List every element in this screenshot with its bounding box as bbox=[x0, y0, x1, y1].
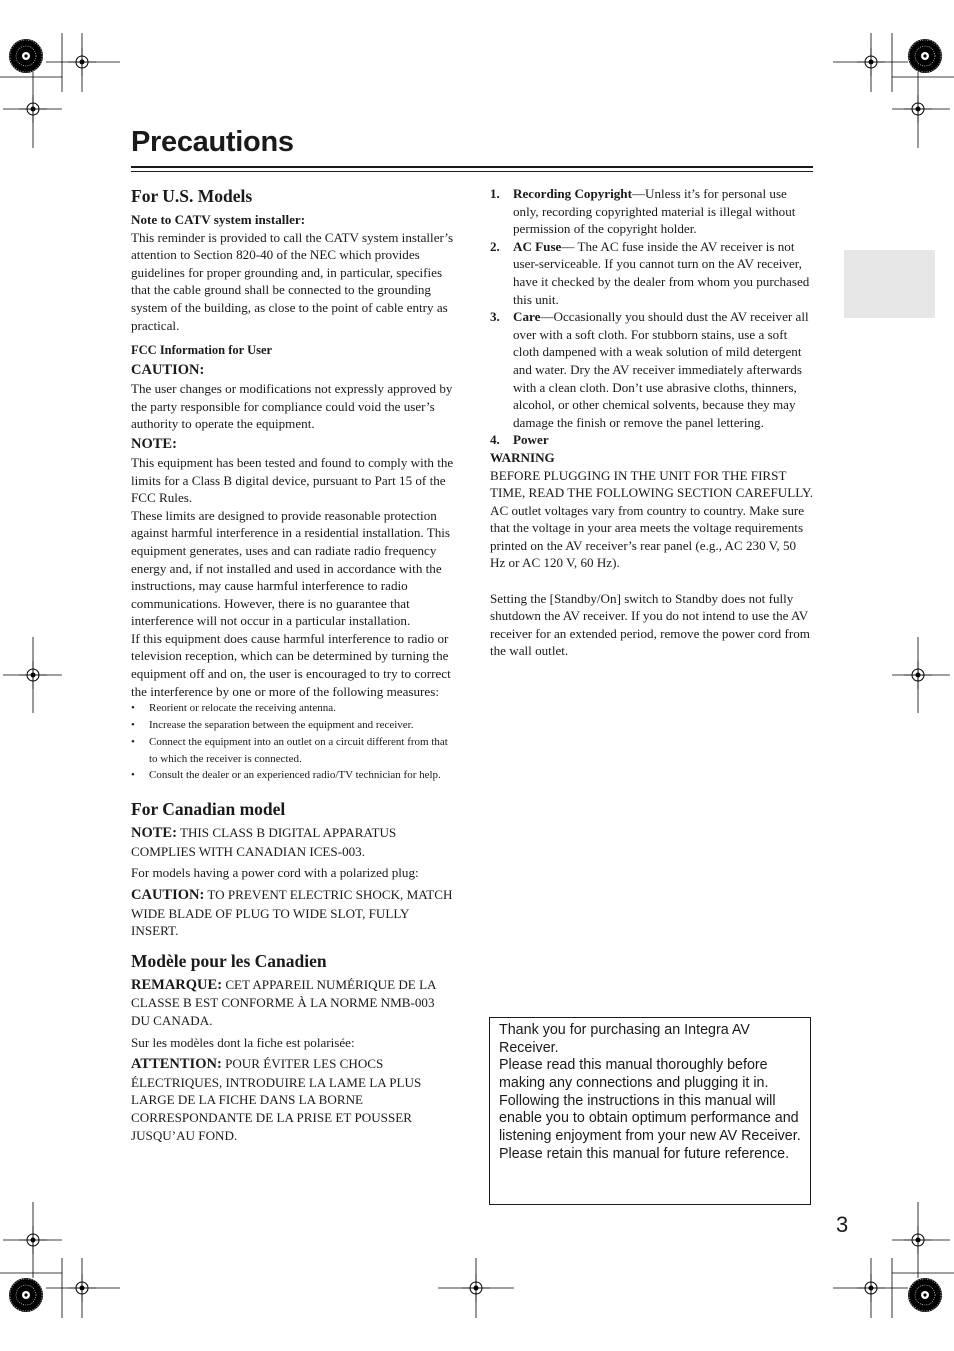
canadian-heading: For Canadian model bbox=[131, 799, 286, 820]
page-number: 3 bbox=[836, 1212, 849, 1237]
thank-you-text: Please read this manual thoroughly before making any connections and plugging it in. bbox=[499, 1057, 769, 1091]
canadian-note bbox=[131, 824, 456, 860]
warning-text: BEFORE PLUGGING IN THE UNIT FOR THE FIRST TIME, READ THE FOLLOWING SECTION CAREFULLY. bbox=[490, 467, 813, 501]
list-item: 4. Power bbox=[490, 432, 549, 448]
item-text: —Occasionally you should dust the AV receiver all over with a soft cloth. For stubborn stains, use a soft cloth dampened with a weak solution of mild detergent and water. Dry the AV receiver immediately afterwards with a clean cloth. Don’t use abrasive cloths, thinners, alcohol, or other chemical solvents, because they may damage the finish or remove the panel lettering. bbox=[513, 309, 809, 430]
note-paragraph: If this equipment does cause harmful interference to radio or television reception, which can be determined by turning the equipment off and on, the user is encouraged to try to correct the interference by one or more of the following measures: bbox=[131, 630, 451, 699]
right-column bbox=[490, 185, 813, 660]
caution-text: The user changes or modifications not expressly approved by the party responsible for compliance could void the user’s authority to operate the equipment. bbox=[131, 381, 453, 432]
list-item: 2. AC Fuse— The AC fuse inside the AV receiver is not user-serviceable. If you cannot turn on the AV receiver, have it checked by the dealer from whom you purchased this unit. bbox=[490, 238, 810, 307]
item-title: Recording Copyright bbox=[513, 186, 632, 201]
list-item: • Connect the equipment into an outlet on a circuit different from that to which the receiver is connected. bbox=[131, 734, 456, 768]
list-item: • Consult the dealer or an experienced radio/TV technician for help. bbox=[131, 767, 456, 784]
us-models-heading: For U.S. Models bbox=[131, 186, 253, 206]
canadian-note-label: NOTE: bbox=[131, 825, 177, 842]
page-title: Precautions bbox=[131, 126, 294, 158]
thank-you-text: Following the instructions in this manual will enable you to obtain optimum performance and listening enjoyment from your new AV Receiver. bbox=[499, 1092, 801, 1144]
remarque-text: CET APPAREIL NUMÉRIQUE DE LA CLASSE B EST CONFORME À LA NORME NMB-003 DU CANADA. bbox=[131, 976, 436, 1028]
list-item: 3. Care—Occasionally you should dust the AV receiver all over with a soft cloth. For stubborn stains, use a soft cloth dampened with a weak solution of mild detergent and water. Dry the AV receiver immediately afterwards with a clean cloth. Don’t use abrasive cloths, thinners, alcohol, or other chemical solvents, because they may damage the finish or remove the panel lettering. bbox=[490, 309, 809, 430]
title-rule bbox=[131, 166, 813, 168]
item-text: —Unless it’s for personal use only, recording copyrighted material is illegal without permission of the copyright holder. bbox=[513, 186, 796, 237]
catv-text: This reminder is provided to call the CATV system installer’s attention to Section 820-40 of the NEC which provides guidelines for proper grounding and, in particular, specifies that the cable ground shall be connected to the grounding system of the building, as close to the point of cable entry as practical. bbox=[131, 229, 454, 333]
note-paragraph: This equipment has been tested and found to comply with the limits for a Class B digital device, pursuant to Part 15 of the FCC Rules. bbox=[131, 454, 454, 506]
item-text: — The AC fuse inside the AV receiver is not user-serviceable. If you cannot turn on the AV receiver, have it checked by the dealer from whom you purchased this unit. bbox=[513, 238, 810, 307]
canadien-fr-heading: Modèle pour les Canadien bbox=[131, 950, 327, 971]
item-title: AC Fuse bbox=[513, 238, 562, 254]
catv-heading: Note to CATV system installer: bbox=[131, 212, 306, 227]
caution-heading: CAUTION: bbox=[131, 362, 205, 379]
remarque bbox=[131, 976, 456, 1030]
list-item: • Reorient or relocate the receiving antenna. bbox=[131, 700, 456, 717]
measures-list bbox=[131, 700, 456, 784]
attention-text: POUR ÉVITER LES CHOCS ÉLECTRIQUES, INTRODUIRE LA LAME LA PLUS LARGE DE LA FICHE DANS LA BORNE CORRESPONDANTE DE LA PRISE ET POUSSER JUSQU’AU FOND. bbox=[131, 1056, 422, 1143]
left-column bbox=[131, 185, 456, 1144]
canadian-plug-text: For models having a power cord with a polarized plug: bbox=[131, 865, 419, 881]
thank-you-text: Thank you for purchasing an Integra AV Receiver. bbox=[499, 1022, 750, 1056]
warning-label: WARNING bbox=[490, 449, 555, 465]
canadian-note-text: THIS CLASS B DIGITAL APPARATUS COMPLIES WITH CANADIAN ICES-003. bbox=[131, 825, 397, 859]
list-item: • Increase the separation between the equipment and receiver. bbox=[131, 717, 456, 734]
remarque-label: REMARQUE: bbox=[131, 976, 223, 993]
list-item: 1. Recording Copyright—Unless it’s for personal use only, recording copyrighted material is illegal without permission of the copyright holder. bbox=[490, 186, 796, 237]
standby-text: Setting the [Standby/On] switch to Standby does not fully shutdown the AV receiver. If you do not intend to use the AV receiver for an extended period, remove the power cord from the wall outlet. bbox=[490, 590, 810, 659]
voltage-text: AC outlet voltages vary from country to country. Make sure that the voltage in your area meets the voltage requirements printed on the AV receiver’s rear panel (e.g., AC 230 V, 50 Hz or AC 120 V, 60 Hz). bbox=[490, 502, 805, 571]
thank-you-box bbox=[489, 1017, 811, 1205]
title-rule-thin bbox=[131, 171, 813, 172]
note-heading: NOTE: bbox=[131, 435, 177, 452]
fiche-text: Sur les modèles dont la fiche est polarisée: bbox=[131, 1034, 355, 1050]
thank-you-text: Please retain this manual for future reference. bbox=[499, 1145, 790, 1162]
fcc-heading: FCC Information for User bbox=[131, 343, 273, 358]
canadian-caution-text: TO PREVENT ELECTRIC SHOCK, MATCH WIDE BLADE OF PLUG TO WIDE SLOT, FULLY INSERT. bbox=[131, 887, 453, 939]
precautions-list bbox=[490, 185, 813, 449]
canadian-caution bbox=[131, 886, 456, 940]
attention-label: ATTENTION: bbox=[131, 1056, 222, 1073]
canadian-caution-label: CAUTION: bbox=[131, 887, 205, 904]
item-title: Care bbox=[513, 309, 541, 325]
note-paragraph: These limits are designed to provide reasonable protection against harmful interference in a residential installation. This equipment generates, uses and can radiate radio frequency energy and, if not installed and used in accordance with the instructions, may cause harmful interference to radio communications. However, there is no guarantee that interference will not occur in a particular installation. bbox=[131, 507, 450, 629]
attention bbox=[131, 1055, 456, 1144]
item-title: Power bbox=[513, 432, 549, 448]
section-tab bbox=[844, 250, 935, 318]
